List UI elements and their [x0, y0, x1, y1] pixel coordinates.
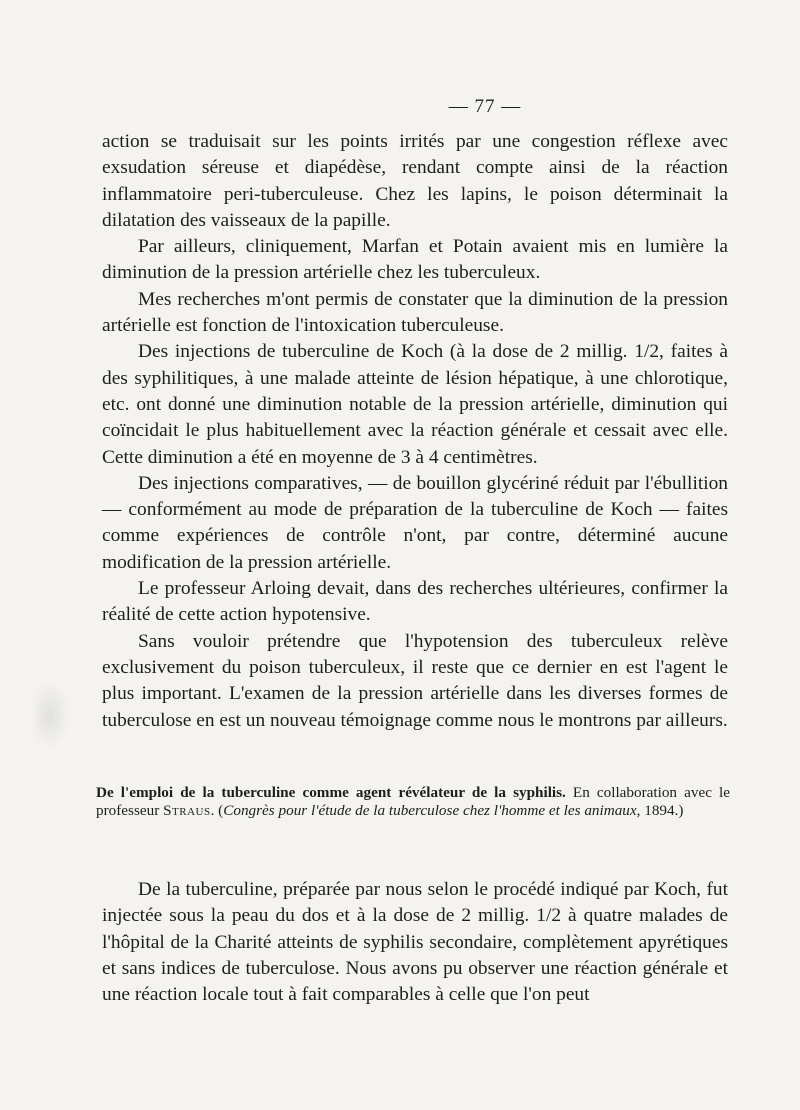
heading-professor: Straus — [163, 802, 211, 819]
paragraph: action se traduisait sur les points irrités par une congestion réflexe avec exsudation séreuse et diapédèse, rendant compte ainsi de la réaction inflammatoire peri-tuberculeuse. Chez les lapins, le poison déterminait la dilatation des vaisseaux de la papille. — [102, 131, 728, 231]
section-body-1 — [102, 129, 728, 734]
paragraph: Mes recherches m'ont permis de constater que la diminution de la pression artérielle est fonction de l'intoxication tuberculeuse. — [102, 288, 728, 337]
heading-citation-open: . ( — [210, 802, 224, 819]
heading-citation: Congrès pour l'étude de la tuberculose chez l'homme et les animaux — [223, 802, 637, 819]
section-body-2 — [102, 877, 728, 1008]
page-smudge — [30, 680, 70, 750]
paragraph: De la tuberculine, préparée par nous selon le procédé indiqué par Koch, fut injectée sous la peau du dos et à la dose de 2 millig. 1/2 à quatre malades de l'hôpital de la Charité atteints de syphilis secondaire, complètement apyrétiques et sans indices de tuberculose. Nous avons pu observer une réaction générale et une réaction locale tout à fait comparables à celle que l'on peut — [102, 879, 728, 1006]
paragraph: Par ailleurs, cliniquement, Marfan et Potain avaient mis en lumière la diminution de la pression artérielle chez les tuberculeux. — [102, 236, 728, 284]
heading-citation-close: , 1894.) — [636, 802, 684, 819]
heading-collaboration: En collaboration avec le professeur — [96, 784, 730, 819]
paragraph: Le professeur Arloing devait, dans des recherches ultérieures, confirmer la réalité de cette action hypotensive. — [102, 578, 728, 626]
paragraph: Des injections comparatives, — de bouillon glycériné réduit par l'ébullition — conformément au mode de préparation de la tuberculine de Koch — faites comme expériences de contrôle n'ont, par contre, déterminé aucune modification de la pression artérielle. — [102, 472, 728, 573]
heading-title: De l'emploi de la tuberculine comme agent révélateur de la syphilis. — [96, 784, 566, 801]
page-number: — 77 — — [448, 96, 522, 117]
section-heading — [96, 784, 730, 820]
paragraph: Des injections de tuberculine de Koch (à la dose de 2 millig. 1/2, faites à des syphilitiques, à une malade atteinte de lésion hépatique, à une chlorotique, etc. ont donné une diminution notable de la pression artérielle, diminution qui coïncidait le plus habituellement avec la réaction générale et cessait avec elle. Cette diminution a été en moyenne de 3 à 4 centimètres. — [102, 341, 728, 468]
paragraph: Sans vouloir prétendre que l'hypotension des tuberculeux relève exclusivement du poison tuberculeux, il reste que ce dernier en est l'agent le plus important. L'examen de la pression artérielle dans les diverses formes de tuberculose en est un nouveau témoignage comme nous le montrons par ailleurs. — [102, 630, 728, 731]
